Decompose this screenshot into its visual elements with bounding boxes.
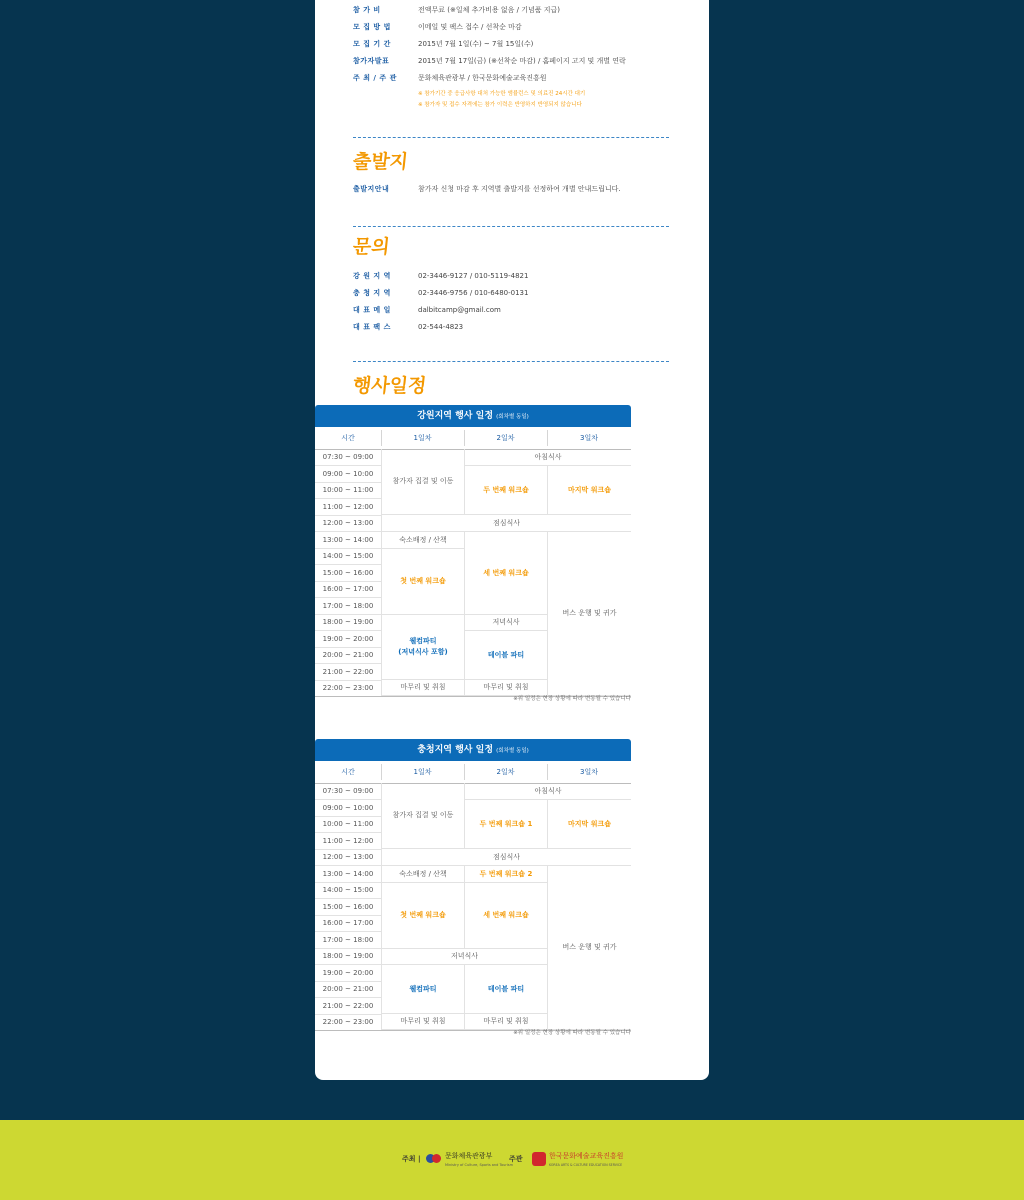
room-cell: 숙소배정 / 산책: [381, 532, 464, 549]
section-divider: [353, 361, 669, 362]
time-cell: 13:00 ~ 14:00: [315, 866, 381, 883]
info-row: 참가자발표 2015년 7월 17일(금) (※선착순 마감) / 홈페이지 고지 및 개별 연락: [353, 57, 626, 65]
time-cell: 10:00 ~ 11:00: [315, 816, 381, 833]
time-cell: 21:00 ~ 22:00: [315, 998, 381, 1015]
info-row: 모 집 방 법 이메일 및 팩스 접수 / 선착순 마감: [353, 23, 522, 31]
workshop1-cell: 첫 번째 워크숍: [381, 883, 464, 949]
time-cell: 22:00 ~ 23:00: [315, 680, 381, 697]
time-cell: 13:00 ~ 14:00: [315, 532, 381, 549]
time-cell: 11:00 ~ 12:00: [315, 833, 381, 850]
wrapup-cell: 마무리 및 취침: [464, 1014, 547, 1030]
column-headers: [315, 427, 631, 450]
welcome-party-cell: 웰컴파티: [381, 965, 464, 1014]
contact-row: 강 원 지 역 02-3446-9127 / 010-5119-4821: [353, 272, 529, 280]
time-cell: 18:00 ~ 19:00: [315, 614, 381, 631]
chungcheong-schedule-table: [315, 739, 631, 1039]
info-note: ※ 참가기간 중 응급사항 대처 가능한 앰뷸런스 및 의료진 24시간 대기: [418, 91, 586, 97]
last-workshop-cell: 마지막 워크숍: [547, 800, 631, 849]
column-headers: [315, 761, 631, 784]
col-day3: 3일차: [580, 768, 598, 776]
bus-cell: 버스 운행 및 귀가: [547, 866, 631, 1030]
time-cell: 22:00 ~ 23:00: [315, 1014, 381, 1031]
org-label: 주관: [509, 1155, 523, 1163]
time-cell: 11:00 ~ 12:00: [315, 499, 381, 516]
time-cell: 19:00 ~ 20:00: [315, 965, 381, 982]
time-cell: 16:00 ~ 17:00: [315, 915, 381, 932]
col-day1: 1일차: [413, 768, 432, 776]
mcst-logo-icon: [426, 1153, 442, 1165]
table-party-cell: 테이블 파티: [464, 965, 547, 1014]
workshop2-cell: 두 번째 워크숍 1: [464, 800, 547, 849]
workshop2b-cell: 두 번째 워크숍 2: [464, 866, 547, 883]
info-section: [353, 0, 669, 110]
col-time: 시간: [341, 434, 355, 442]
time-cell: 07:30 ~ 09:00: [315, 783, 381, 800]
info-note: ※ 참가자 및 접수 자격에는 참가 이력은 반영하지 반영되지 않습니다: [418, 102, 582, 108]
schedule-title: 행사일정: [351, 375, 428, 397]
logo-dot: [432, 1154, 441, 1163]
breakfast-cell: 아침식사: [464, 783, 631, 800]
departure-title: 출발지: [351, 151, 410, 173]
info-row: 주 최 / 주 관 문화체육관광부 / 한국문화예술교육진흥원: [353, 74, 547, 82]
time-cell: 20:00 ~ 21:00: [315, 647, 381, 664]
dinner-cell: 저녁식사: [464, 615, 547, 631]
wrapup-cell: 마무리 및 취침: [381, 1014, 464, 1030]
chungcheong-schedule-header: 충청지역 행사 일정 (회차별 동일): [315, 739, 631, 761]
time-cell: 15:00 ~ 16:00: [315, 899, 381, 916]
time-cell: 17:00 ~ 18:00: [315, 598, 381, 615]
room-cell: 숙소배정 / 산책: [381, 866, 464, 883]
time-cell: 10:00 ~ 11:00: [315, 482, 381, 499]
col-day1: 1일차: [413, 434, 432, 442]
info-row: 참 가 비 전액무료 (※일체 추가비용 없음 / 기념품 지급): [353, 6, 560, 14]
table-party-cell: 테이블 파티: [464, 631, 547, 680]
schedule-note: ※위 일정은 현장 상황에 따라 변동될 수 있습니다: [513, 696, 631, 702]
wrapup-cell: 마무리 및 취침: [464, 680, 547, 696]
host-label: 주최 |: [402, 1155, 421, 1163]
org-name: 한국문화예술교육진흥원: [549, 1152, 624, 1160]
content-card: [315, 0, 709, 1080]
time-cell: 18:00 ~ 19:00: [315, 948, 381, 965]
bus-cell: 버스 운행 및 귀가: [547, 532, 631, 696]
workshop1-cell: 첫 번째 워크숍: [381, 549, 464, 615]
workshop2-cell: 두 번째 워크숍: [464, 466, 547, 515]
breakfast-cell: 아침식사: [464, 449, 631, 466]
host-name: 문화체육관광부: [445, 1152, 493, 1160]
col-day2: 2일차: [496, 768, 515, 776]
gather-cell: 참가자 집결 및 이동: [381, 449, 464, 515]
contact-row: 대 표 팩 스 02-544-4823: [353, 323, 464, 331]
departure-row: 출발지안내 참가자 신청 마감 후 지역별 출발지를 선정하여 개별 안내드립니다.: [353, 185, 621, 193]
time-cell: 20:00 ~ 21:00: [315, 981, 381, 998]
wrapup-cell: 마무리 및 취침: [381, 680, 464, 696]
time-cell: 14:00 ~ 15:00: [315, 882, 381, 899]
col-time: 시간: [341, 768, 355, 776]
dinner-cell: 저녁식사: [381, 949, 547, 965]
gangwon-schedule-header: 강원지역 행사 일정 (회차별 동일): [315, 405, 631, 427]
section-divider: [353, 137, 669, 138]
time-cell: 17:00 ~ 18:00: [315, 932, 381, 949]
col-day2: 2일차: [496, 434, 515, 442]
schedule-note: ※위 일정은 현장 상황에 따라 변동될 수 있습니다: [513, 1030, 631, 1036]
time-cell: 19:00 ~ 20:00: [315, 631, 381, 648]
contact-row: 충 청 지 역 02-3446-9756 / 010-6480-0131: [353, 289, 529, 297]
gangwon-schedule-table: [315, 405, 631, 705]
org-sub: KOREA ARTS & CULTURE EDUCATION SERVICE: [549, 1163, 623, 1167]
lunch-cell: 점심식사: [381, 515, 631, 532]
host-sub: Ministry of Culture, Sports and Tourism: [445, 1163, 514, 1167]
lunch-cell: 점심식사: [381, 849, 631, 866]
gather-cell: 참가자 집결 및 이동: [381, 783, 464, 849]
workshop3-cell: 세 번째 워크숍: [464, 532, 547, 615]
time-cell: 16:00 ~ 17:00: [315, 581, 381, 598]
workshop3-cell: 세 번째 워크숍: [464, 883, 547, 949]
time-cell: 12:00 ~ 13:00: [315, 849, 381, 866]
time-cell: 14:00 ~ 15:00: [315, 548, 381, 565]
contact-title: 문의: [351, 236, 391, 258]
arte-logo-icon: [532, 1152, 546, 1166]
time-cell: 12:00 ~ 13:00: [315, 515, 381, 532]
info-row: 모 집 기 간 2015년 7월 1일(수) ~ 7월 15일(수): [353, 40, 534, 48]
last-workshop-cell: 마지막 워크숍: [547, 466, 631, 515]
footer-logos: [402, 1150, 632, 1170]
contact-row: 대 표 메 일 dalbitcamp@gmail.com: [353, 306, 501, 314]
time-cell: 21:00 ~ 22:00: [315, 664, 381, 681]
time-cell: 15:00 ~ 16:00: [315, 565, 381, 582]
time-cell: 09:00 ~ 10:00: [315, 466, 381, 483]
col-day3: 3일차: [580, 434, 598, 442]
time-cell: 09:00 ~ 10:00: [315, 800, 381, 817]
time-cell: 07:30 ~ 09:00: [315, 449, 381, 466]
section-divider: [353, 226, 669, 227]
welcome-party-cell: 웰컴파티 (저녁식사 포함): [381, 615, 464, 680]
footer: [0, 1120, 1024, 1200]
